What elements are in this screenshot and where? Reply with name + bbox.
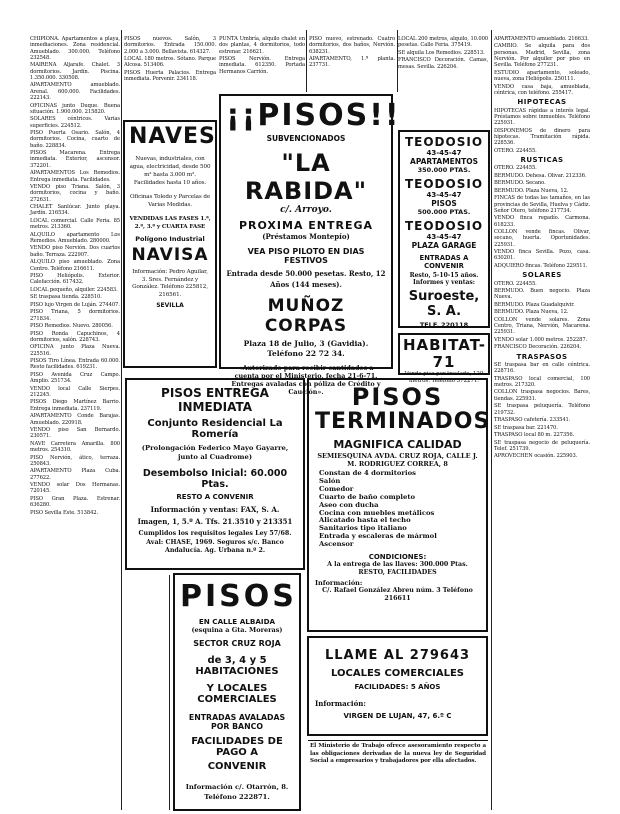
section-header-traspasos: TRASPASOS <box>516 352 568 361</box>
albaida-corner: (esquina a Gta. Moreras) <box>191 626 283 634</box>
classified-ad: APROVECHEN ocasión. 225903. <box>494 453 578 460</box>
classified-ad: OFICINAS junto Duque. Buena situación. 1.900.000. 215820. <box>30 102 120 115</box>
naves-vendidas: VENDIDAS LAS FASES 1.ª, 2.ª, 3.ª y CUARTA FASE <box>129 216 211 230</box>
classified-ad: PISOS Nervión. Entrega inmediata. 612350. Portada Hermanos Carrión. <box>219 56 305 75</box>
classified-ad: TRASPASO cafetería. 233541. <box>494 417 571 424</box>
classified-ad: PISO Nervión, ático, terraza. 250843. <box>30 454 120 467</box>
llame-info: Información: <box>315 699 366 708</box>
classified-ad: CHIPIONA. Apartamentos a playa, inmediaciones. Zona residencial. Amueblado. 300.000. Teléfono 232548. <box>30 36 120 61</box>
albaida-street: EN CALLE ALBAIDA <box>198 617 276 626</box>
rabida-company: MUÑOZ CORPAS <box>264 296 348 336</box>
naves-city: SEVILLA <box>156 302 184 309</box>
rabida-entrada: Entrada desde 50.000 pesetas. Resto, 12 Años (144 meses). <box>226 269 386 289</box>
albaida-convenir: CONVENIR <box>207 761 267 772</box>
rabida-note: «Autorizado para recibir cantidades a cuenta por el Ministerio, fecha 21-6-71. Entregas avaladas con póliza de Crédito y Caución». <box>231 364 381 396</box>
classified-ad: PISO Sevilla Este. 513842. <box>30 509 99 516</box>
classified-ad: VENDO piso San Bernardo. 230571. <box>30 426 120 440</box>
terminados-condiciones-title: CONDICIONES: <box>368 553 427 562</box>
classified-ad: PISO Remedios. Nuevo. 280056. <box>30 323 113 330</box>
classified-ad: ESTUDIO apartamento, soleado, nueva, zona Heliópolis. 250111. <box>494 69 590 83</box>
teodosio-line-2: PISOS <box>431 199 457 208</box>
terminados-title-1: PISOS <box>351 383 444 411</box>
albaida-facilidades: FACILIDADES DE PAGO A <box>191 736 283 758</box>
classified-ad: LOCAL comercial. Calle Feria. 85 metros. 213360. <box>30 217 120 231</box>
teodosio-number-3: 43-45-47 <box>426 233 462 241</box>
classified-ad: VENDO solar Dos Hermanas. 720145. <box>30 482 120 495</box>
la-rabida-ad <box>219 94 401 396</box>
habitat-title: HABITAT-71 <box>403 336 486 371</box>
classified-ad: VENDO finca regadío. Carmona. 618233. <box>494 215 590 228</box>
classified-ad: SE traspasa tienda. 228510. <box>30 294 102 301</box>
classified-ad: APARTAMENTO, 1.ª planta. 237731. <box>309 56 395 69</box>
naves-title: NAVES <box>129 124 216 149</box>
feature-item: Alicatado hasta el techo <box>319 516 411 525</box>
rabida-name: "LA RABIDA" <box>244 149 368 205</box>
rabida-entrega: PROXIMA ENTREGA <box>238 219 374 232</box>
classified-ad: APARTAMENTO amueblado. 216633. <box>494 36 589 42</box>
classified-column-2-bottom <box>124 575 168 805</box>
romeria-info: Información y ventas: FAX, S. A. <box>150 505 280 514</box>
llame-ad <box>307 636 488 736</box>
terminados-info: C/. Rafael González Abreu núm. 3 Teléfono 216611 <box>322 587 473 602</box>
llame-facilidades: FACILIDADES: 5 AÑOS <box>354 683 441 691</box>
classified-ad: ALQUILO apartamento Los Remedios. Amueblado. 280000. <box>30 231 120 244</box>
feature-item: Salón <box>319 476 341 485</box>
classified-ad: SOLARES céntricos. Varias superficies. 224512. <box>30 116 120 129</box>
classified-ad: PISO Heliópolis. Exterior. Calefacción. 617432. <box>30 273 120 286</box>
albaida-habitaciones: de 3, 4 y 5 HABITACIONES <box>195 655 279 677</box>
classified-ad: SE alquila Los Remedios. 228513. <box>398 49 485 56</box>
romeria-address: Imagen, 1, 5.º A. Tfs. 21.3510 y 213351 <box>137 517 293 526</box>
classified-ad: OFICINA junto Plaza Nueva. 225516. <box>30 344 120 357</box>
romeria-street: (Prolongación Federico Mayo Gayarre, junto al Cuadrome) <box>141 444 289 461</box>
classified-ad: OTERO. 224455. <box>494 165 537 172</box>
rabida-subtitle: SUBVENCIONADOS <box>266 134 346 143</box>
teodosio-company: Suroeste, S. A. <box>408 289 480 319</box>
terminados-calidad: MAGNIFICA CALIDAD <box>333 438 462 451</box>
teodosio-entradas: ENTRADAS A CONVENIR <box>419 254 469 270</box>
llame-locales: LOCALES COMERCIALES <box>330 668 464 679</box>
naves-info: Información: Pedro Aguilar, 3. Sres. Fernández y González. Teléfono 225812, 216561. <box>132 269 208 298</box>
naves-brand: NAVISA <box>131 245 209 265</box>
classified-column-2-top <box>124 36 216 120</box>
rabida-street: c/. Arroyo. <box>280 205 332 215</box>
terminados-ad <box>307 378 491 632</box>
column-divider <box>306 30 307 92</box>
albaida-title: PISOS <box>180 579 297 614</box>
teodosio-ad <box>398 130 490 328</box>
rabida-title: ¡¡PISOS!! <box>226 98 401 133</box>
classified-ad: COLLON vende fincas. Olivar, secano, huerta. Oportunidades. 225931. <box>494 229 590 248</box>
naves-description: Nuevas, industriales, con agua, electricidad, desde 500 m² hasta 3.000 m². Facilidades hasta 10 años. <box>129 156 211 186</box>
classified-ad: COLLON traspasa negocios. Bares, tiendas. 225931. <box>494 389 590 402</box>
classified-ad: PISO Gran Plaza. Estrenar. 636280. <box>30 495 120 509</box>
classified-ad: MAIRENA Aljarafe. Chalet. 3 dormitorios. Jardín. Piscina. 1.350.000. 330508. <box>30 62 120 81</box>
classified-ad: NAVE Carretera Amarilla. 800 metros. 254310. <box>30 440 120 454</box>
column-divider <box>169 575 170 810</box>
classified-ad: APARTAMENTO Plaza Cuba. 277622. <box>30 468 120 481</box>
terminados-features <box>319 470 480 549</box>
teodosio-resto: Resto, 5-10-15 años. Informes y ventas: <box>409 272 479 286</box>
albaida-sector: SECTOR CRUZ ROJA <box>193 639 281 648</box>
classified-ad: SE traspasa negocio de peluquería. Telef. 251739. <box>494 439 590 452</box>
classified-ad: SE traspasa peluquería. Teléfono 219732. <box>494 403 590 416</box>
classified-ad: ADQUIERO fincas. Teléfono 229511. <box>494 262 588 269</box>
classified-ad: CHALET Sanlúcar. Junto playa. Jardín. 216534. <box>30 204 120 217</box>
ministerio-notice <box>308 740 488 804</box>
classified-ad: PISOS nuevos. Salón, 3 dormitorios. Entrada 150.000. 2.000 a 3.000. Bellavista. 614327. <box>124 36 216 55</box>
teodosio-price-2: 500.000 PTAS. <box>417 208 471 216</box>
ministerio-text: El Ministerio de Trabajo ofrece asesoramiento respecto a las obligaciones derivadas de la nueva ley de Seguridad Social a empresarios y trabajadores por ella afectados. <box>310 743 486 764</box>
classified-ad: ALQUILO piso amueblado. Zona Centro. Teléfono 216611. <box>30 259 120 272</box>
feature-item: Ascensor <box>319 540 354 549</box>
llame-title: LLAME AL 279643 <box>324 648 471 663</box>
classified-ad: PISOS Huerta Palacios. Entrega inmediata. Porvenir. 234118. <box>124 69 216 83</box>
classified-ad: LOCAL 180 metros. Sótano. Parque Alcosa. 513406. <box>124 56 216 69</box>
classified-ad: PISOS Tiro Línea. Entrada 60.000. Resto facilidades. 619231. <box>30 358 120 371</box>
habitat-text: Vendo piso por traslado, 120 metros. Teléfono 372271. <box>404 371 484 384</box>
rabida-address: Plaza 18 de Julio, 3 (Gavidia). Teléfono 22 72 34. <box>243 339 369 358</box>
rabida-visit: VEA PISO PILOTO EN DIAS FESTIVOS <box>247 247 365 265</box>
section-header-hipotecas: HIPOTECAS <box>517 98 567 107</box>
classified-ad: APARTAMENTO Conde Barajas. Amueblado. 220918. <box>30 413 120 426</box>
classified-ad: VENDO casa baja, amueblada, céntrica, con teléfono. 255417. <box>494 83 590 96</box>
classified-ad: TRASPASO local 80 m. 227356. <box>494 432 575 439</box>
classified-ad: PISO Ronda Capuchinos, 4 dormitorios, salón. 228743. <box>30 330 120 343</box>
albaida-locales: Y LOCALES COMERCIALES <box>197 683 277 705</box>
naves-oficinas: Oficinas Toledo y Parcelas de Varias Medidas. <box>129 194 211 208</box>
classified-ad: PUNTA Umbría, alquilo chalet en dos plantas, 4 dormitorios, todo estrenar. 216621. <box>219 36 305 55</box>
feature-item: Entrada y escaleras de mármol <box>319 532 437 541</box>
classified-ad: CAMBIO. Se alquila para dos personas. Madrid, Sevilla, zona Nervión. Por alquiler por piso en Sevilla. Teléfono 277231. <box>494 43 590 69</box>
classified-ad: VENDO finca Sevilla. Pozo, casa. 630201. <box>494 249 590 262</box>
llame-address: VIRGEN DE LUJAN, 47, 6.º C <box>343 712 452 720</box>
teodosio-title-1: TEODOSIO <box>404 135 484 149</box>
romeria-requisitos: Cumplidos los requisitos legales Ley 57/68. Aval: CHASE, 1969. Seguros s/c. Banco Andalucía. Ag. Urbana n.º 2. <box>138 530 292 554</box>
romeria-desembolso: Desembolso Inicial: 60.000 Ptas. <box>142 468 288 490</box>
terminados-info-title: Información: <box>315 579 363 588</box>
classified-ad: SE traspasa bar en calle céntrica. 228716. <box>494 361 590 375</box>
albaida-ad <box>173 573 301 811</box>
column-divider <box>491 30 492 810</box>
classified-ad: PISOS Diego Martínez Barrio. Entrega inmediata. 237119. <box>30 399 120 412</box>
teodosio-title-2: TEODOSIO <box>404 177 484 191</box>
classified-column-4-top <box>309 36 395 96</box>
terminados-title-2: TERMINADOS <box>315 409 491 434</box>
teodosio-tel: TELF. 220118 <box>419 321 469 329</box>
albaida-aval: ENTRADAS AVALADAS POR BANCO <box>188 713 286 731</box>
terminados-sector: SEMIESQUINA AVDA. CRUZ ROJA, CALLE J. M. RODRIGUEZ CORREA, 8 <box>317 452 478 468</box>
teodosio-price-1: 350.000 PTAS. <box>417 166 471 174</box>
classified-ad: APARTAMENTOS Los Remedios. Entrega inmediata. Facilidades. <box>30 170 120 183</box>
classified-ad: OTERO. 224455. <box>494 280 537 287</box>
classified-column-right <box>494 36 590 806</box>
feature-item: Cuarto de baño completo <box>319 492 416 501</box>
column-divider <box>121 30 122 810</box>
classified-ad: BERMUDO. Plaza Guadalquivir. <box>494 301 575 308</box>
classified-ad: VENDO piso Nervión. Dos cuartos baño. Terraza. 222907. <box>30 245 120 258</box>
teodosio-title-3: TEODOSIO <box>404 219 484 233</box>
naves-ad <box>123 120 217 368</box>
classified-ad: VENDO solar 1.000 metros. 252287. <box>494 336 588 343</box>
feature-item: Comedor <box>319 484 354 493</box>
section-header-rusticas: RUSTICAS <box>520 155 564 164</box>
rabida-prestamos: (Préstamos Montepío) <box>262 232 350 241</box>
teodosio-number-1: 43-45-47 <box>426 149 462 157</box>
classified-ad: PISO lujo Virgen de Luján. 274407. <box>30 301 120 308</box>
classified-ad: APARTAMENTO amueblado. Arenal. 600.000. Facilidades. 222143. <box>30 82 120 102</box>
classified-ad: PISO Puerta Osario. Salón, 4 dormitorios. Cocina, cuarto de baño. 228834. <box>30 130 120 149</box>
romeria-title: PISOS ENTREGA INMEDIATA <box>161 386 269 414</box>
classified-ad: TRASPASO local comercial, 100 metros. 217320. <box>494 375 590 388</box>
romeria-ad <box>125 378 305 570</box>
classified-ad: HIPOTECAS rápidas a interés legal. Préstamos sobre inmuebles. Teléfono 225931. <box>494 107 590 127</box>
classified-ad: FRANCISCO Decoración. Camas, mesas. Sevilla. 226204. <box>398 57 488 70</box>
classified-column-3-top <box>219 36 305 96</box>
teodosio-line-3: PLAZA GARAGE <box>411 241 477 250</box>
classified-ad: FRANCISCO Decoración. 226204. <box>494 344 581 351</box>
section-header-solares: SOLARES <box>522 271 562 280</box>
terminados-condiciones: A la entrega de las llaves: 300.000 Ptas. RESTO, FACILIDADES <box>327 561 468 577</box>
classified-column-1 <box>30 36 120 806</box>
classified-ad: BERMUDO. Secano. <box>494 180 546 187</box>
classified-ad: LOCAL pequeño, alquiler. 224583. <box>30 286 118 293</box>
classified-ad: PISO Triana, 5 dormitorios. 271834. <box>30 309 120 322</box>
romeria-name: Conjunto Residencial La Romería <box>147 418 283 440</box>
classified-column-5-top <box>398 36 488 126</box>
classified-ad: VENDO piso Triana. Salón, 3 dormitorios, cocina y baño. 272631. <box>30 184 120 203</box>
classified-ad: DISPONEMOS de dinero para hipotecas. Tramitación rápida. 228536. <box>494 127 590 147</box>
naves-poligono: Polígono Industrial <box>135 235 205 243</box>
classified-ad: LOCAL 200 metros, alquilo, 10.000 pesetas. Calle Feria. 375419. <box>398 36 488 49</box>
classified-ad: VENDO local Calle Sierpes. 212245. <box>30 385 120 398</box>
classified-ad: PISOS Macarena. Entrega inmediata. Exterior, ascensor. 372201. <box>30 150 120 169</box>
feature-item: Aseo con ducha <box>319 500 379 509</box>
feature-item: Sanitarios tipo italiano <box>319 524 407 533</box>
albaida-info: Información c/. Otarrón, 8. Teléfono 222871. <box>185 783 289 801</box>
romeria-resto: RESTO A CONVENIR <box>176 493 254 501</box>
feature-item: Constan de 4 dormitorios <box>319 469 416 477</box>
classified-ad: BERMUDO. Buen negocio. Plaza Nueva. <box>494 288 590 301</box>
classified-ad: BERMUDO. Dehesa. Olivar. 212336. <box>494 172 587 179</box>
classified-ad: PISO Avenida Cruz Campo. Amplio. 251734. <box>30 371 120 385</box>
habitat-ad <box>398 333 490 384</box>
feature-item: Cocina con muebles metálicos <box>319 508 435 517</box>
classified-ad: BERMUDO. Plaza Nueva, 12. <box>494 309 569 316</box>
classified-ad: OTERO. 224455. <box>494 147 537 154</box>
teodosio-number-2: 43-45-47 <box>426 191 462 199</box>
classified-ad: BERMUDO. Plaza Nueva, 12. <box>494 187 569 194</box>
classified-ad: FINCAS de todas las tamaños, en las provincias de Sevilla, Huelva y Cádiz. Señor Otero, teléfono 217734. <box>494 195 590 214</box>
teodosio-line-1: APARTAMENTOS <box>410 157 478 166</box>
classified-ad: SE traspasa bar. 221470. <box>494 424 558 431</box>
classified-ad: PISO nuevo, estrenado. Cuatro dormitorios, dos baños, Nervión. 638231. <box>309 36 395 55</box>
classified-ad: COLLON vende solares. Zona Centro, Triana, Nervión, Macarena. 225931. <box>494 316 590 336</box>
